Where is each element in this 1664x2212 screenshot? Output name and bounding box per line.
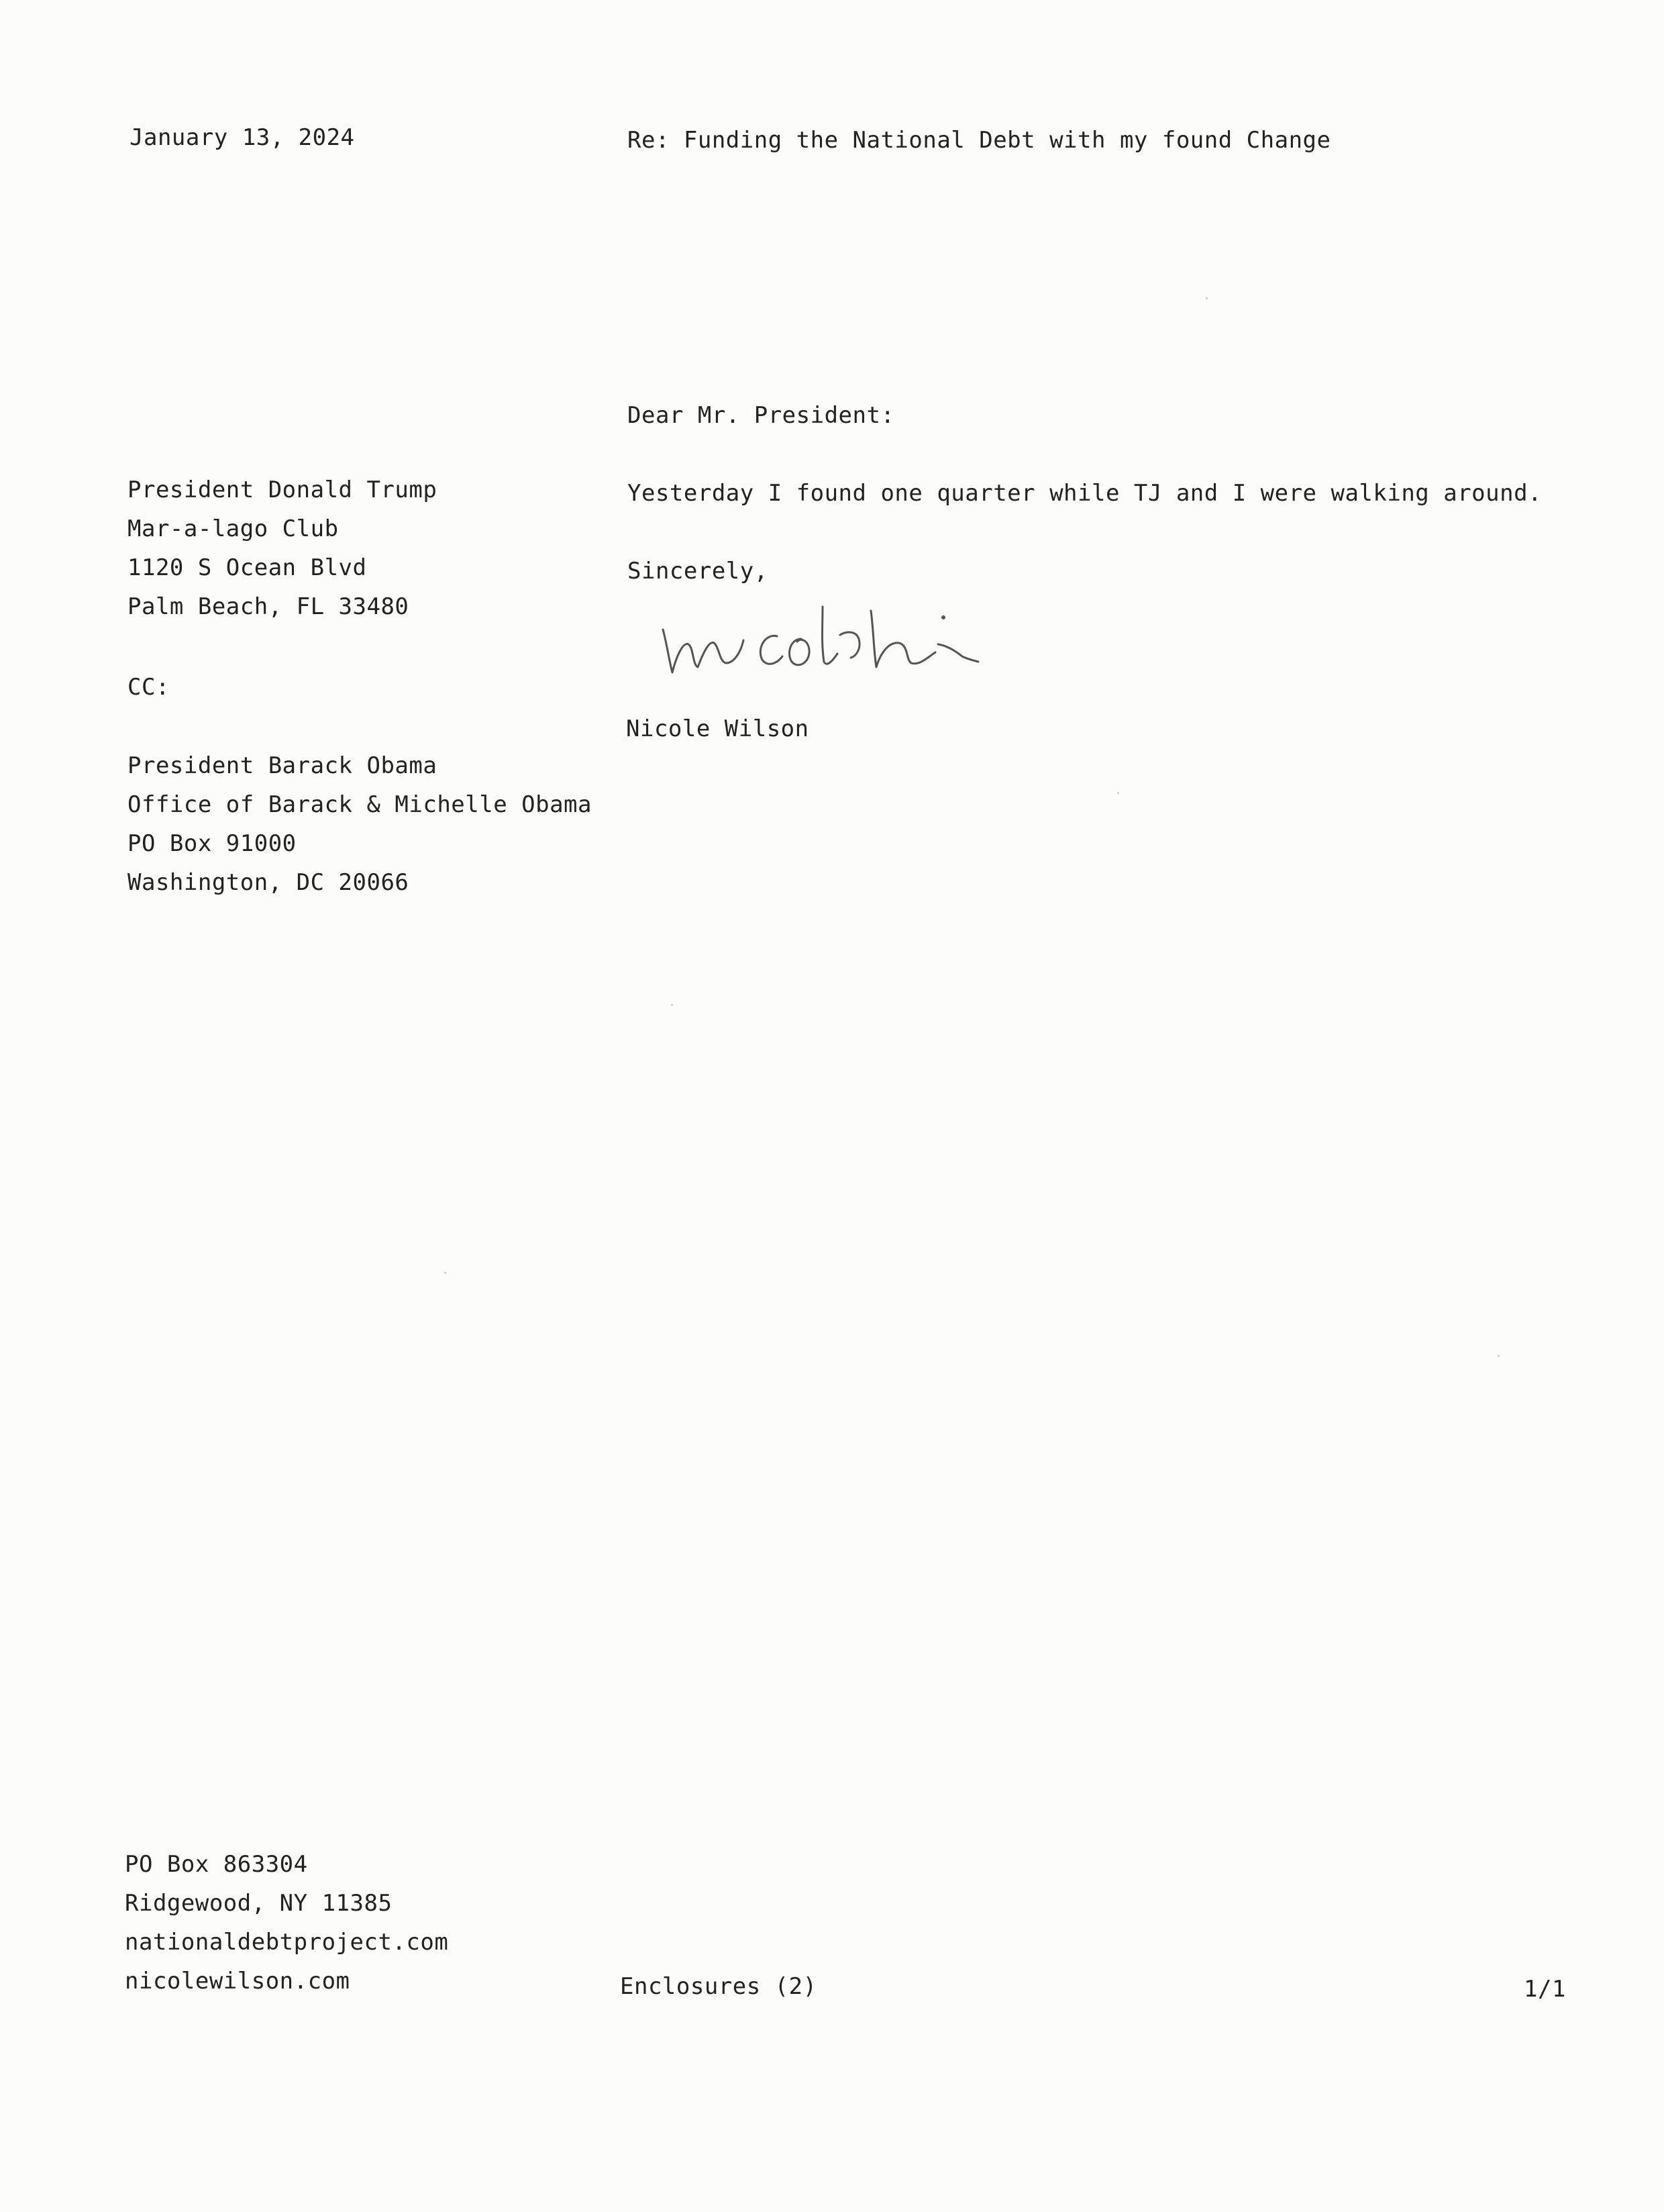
recipient-line: Palm Beach, FL 33480: [127, 593, 409, 620]
footer-line: nationaldebtproject.com: [125, 1929, 449, 1956]
scan-speck: [444, 1272, 446, 1274]
page-number: 1/1: [1524, 1976, 1566, 2003]
footer-line: Ridgewood, NY 11385: [125, 1890, 393, 1917]
footer-line: PO Box 863304: [125, 1851, 308, 1878]
cc-address: [127, 746, 592, 902]
cc-line: PO Box 91000: [127, 830, 297, 857]
enclosures: Enclosures (2): [620, 1973, 817, 2000]
footer-contact: [125, 1845, 448, 2001]
cc-line: Washington, DC 20066: [127, 869, 409, 896]
scan-speck: [1117, 792, 1119, 794]
recipient-line: Mar-a-lago Club: [127, 515, 339, 542]
scan-speck: [1206, 297, 1208, 299]
letter-subject: Re: Funding the National Debt with my found Change: [627, 127, 1331, 154]
signer-name: Nicole Wilson: [626, 715, 809, 742]
cc-label: CC:: [127, 674, 170, 701]
scan-speck: [1498, 1355, 1500, 1357]
signature-image: [658, 597, 1000, 685]
letter-date: January 13, 2024: [129, 124, 355, 151]
footer-line: nicolewilson.com: [125, 1968, 350, 1995]
closing: Sincerely,: [627, 558, 768, 585]
recipient-address: [127, 470, 437, 626]
salutation: Dear Mr. President:: [627, 402, 895, 429]
letter-body: Yesterday I found one quarter while TJ and I were walking around.: [627, 480, 1543, 507]
cc-name: President Barack Obama: [127, 752, 437, 779]
recipient-line: 1120 S Ocean Blvd: [127, 554, 367, 581]
recipient-name: President Donald Trump: [127, 476, 437, 503]
cc-line: Office of Barack & Michelle Obama: [127, 791, 592, 818]
scan-speck: [671, 1004, 673, 1006]
